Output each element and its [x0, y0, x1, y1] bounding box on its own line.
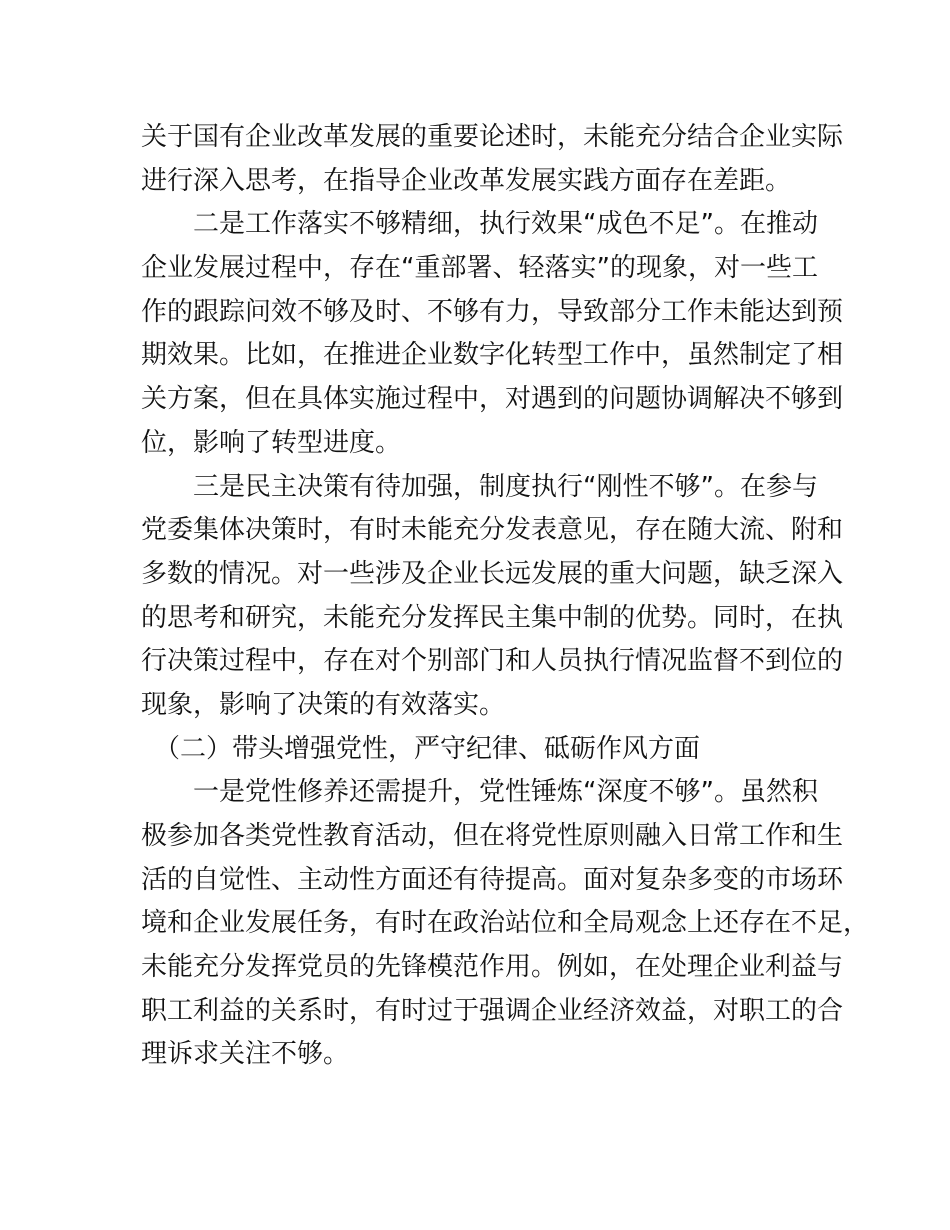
- document-body: [141, 116, 870, 1077]
- text-line: 现象，影响了决策的有效落实。: [141, 689, 506, 720]
- paragraph-democratic-decision: [141, 466, 844, 728]
- section-heading: [141, 728, 841, 772]
- text-line: 多数的情况。对一些涉及企业长远发展的重大问题，缺乏深入: [141, 558, 844, 589]
- paragraph-party-spirit: [141, 771, 870, 1077]
- text-line: 职工利益的关系时，有时过于强调企业经济效益，对职工的合: [141, 995, 844, 1026]
- text-line: 企业发展过程中，存在“重部署、轻落实”的现象，对一些工: [141, 253, 818, 284]
- text-line: 关方案，但在具体实施过程中，对遇到的问题协调解决不够到: [141, 384, 844, 415]
- section-heading-text: （二）带头增强党性，严守纪律、砥砺作风方面: [141, 733, 701, 764]
- text-line: 极参加各类党性教育活动，但在将党性原则融入日常工作和生: [141, 821, 844, 851]
- text-line: 境和企业发展任务，有时在政治站位和全局观念上还存在不足，: [141, 908, 870, 939]
- text-line: 行决策过程中，存在对个别部门和人员执行情况监督不到位的: [141, 646, 844, 677]
- text-line: 期效果。比如，在推进企业数字化转型工作中，虽然制定了相: [141, 340, 844, 371]
- text-line: 二是工作落实不够精细，执行效果“成色不足”。在推动: [141, 209, 818, 240]
- text-line: 三是民主决策有待加强，制度执行“刚性不够”。在参与: [141, 471, 818, 502]
- text-line: 关于国有企业改革发展的重要论述时，未能充分结合企业实际: [141, 122, 844, 152]
- text-line: 的思考和研究，未能充分发挥民主集中制的优势。同时，在执: [141, 602, 844, 633]
- paragraph-work-implementation: [141, 203, 844, 465]
- text-line: 党委集体决策时，有时未能充分发表意见，存在随大流、附和: [141, 515, 844, 546]
- text-line: 未能充分发挥党员的先锋模范作用。例如，在处理企业利益与: [141, 952, 844, 983]
- paragraph-continuation: [141, 116, 844, 203]
- text-line: 作的跟踪问效不够及时、不够有力，导致部分工作未能达到预: [141, 296, 844, 327]
- text-line: 一是党性修养还需提升，党性锤炼“深度不够”。虽然积: [141, 777, 818, 808]
- text-line: 进行深入思考，在指导企业改革发展实践方面存在差距。: [141, 165, 792, 196]
- text-line: 理诉求关注不够。: [141, 1039, 350, 1070]
- text-line: 位，影响了转型进度。: [141, 427, 402, 458]
- text-line: 活的自觉性、主动性方面还有待提高。面对复杂多变的市场环: [141, 864, 844, 895]
